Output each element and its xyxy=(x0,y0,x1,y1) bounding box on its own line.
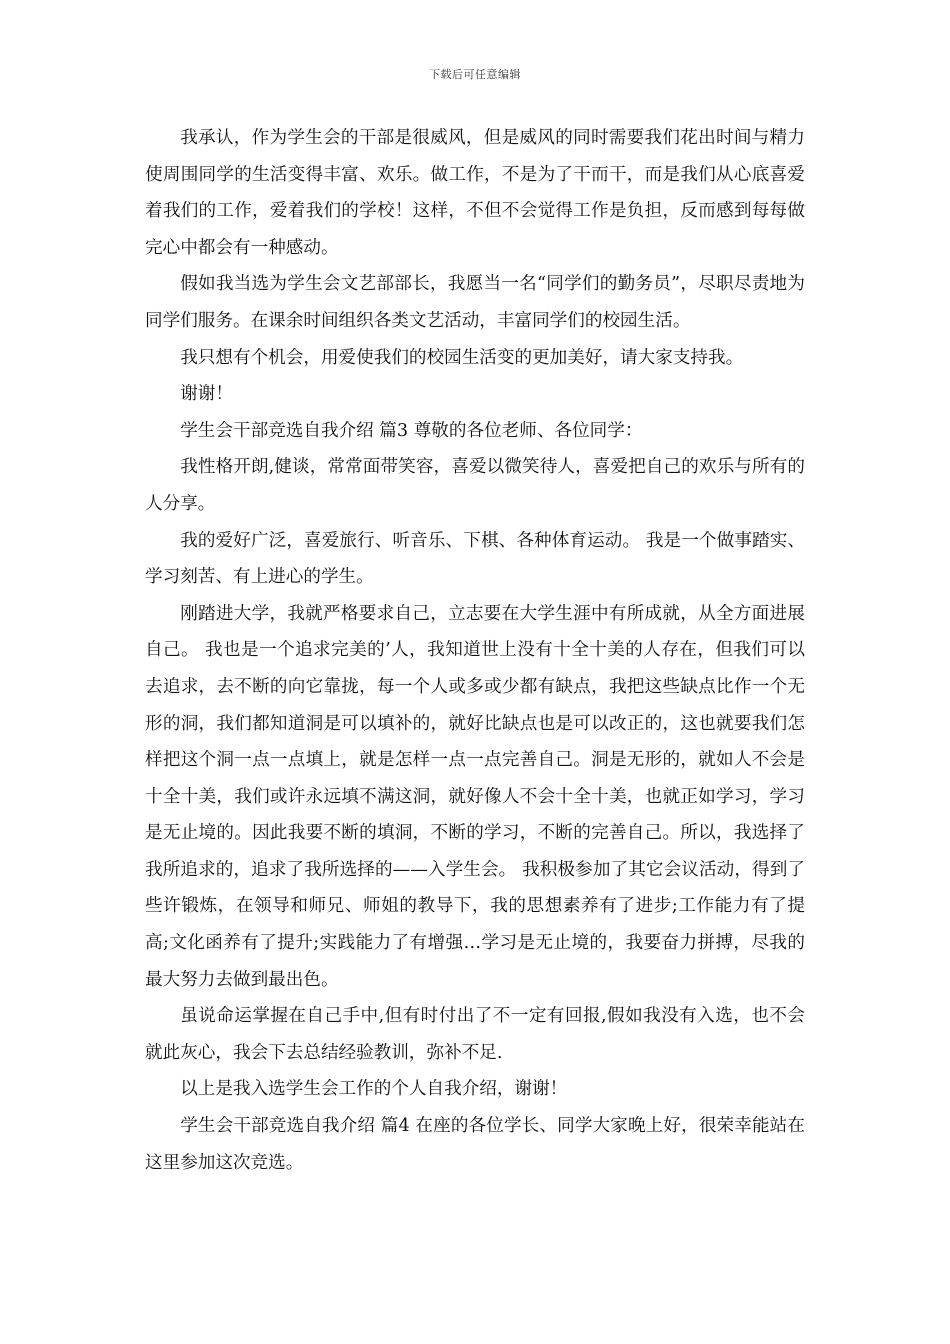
paragraph: 刚踏进大学，我就严格要求自己，立志要在大学生涯中有所成就，从全方面进展自己。 我也是一个追求完美的’人，我知道世上没有十全十美的人存在，但我们可以去追求，去不断的向它靠拢，每一个人或多或少都有缺点，我把这些缺点比作一个无形的洞，我们都知道洞是可以填补的，就好比缺点也是可以改正的，这也就要我们怎样把这个洞一点一点填上，就是怎样一点一点完善自己。洞是无形的，就如人不会是十全十美，我们或许永远填不满这洞，就好像人不会十全十美，也就正如学习，学习是无止境的。因此我要不断的填洞，不断的学习，不断的完善自己。所以，我选择了我所追求的，追求了我所选择的——入学生会。 我积极参加了其它会议活动，得到了些许锻炼，在领导和师兄、师姐的教导下，我的思想素养有了进步;工作能力有了提高;文化函养有了提升;实践能力了有增强…学习是无止境的，我要奋力拼搏，尽我的最大努力去做到最出色。 xyxy=(145,603,805,990)
header-note: 下载后可任意编辑 xyxy=(429,68,521,81)
paragraph: 我的爱好广泛，喜爱旅行、听音乐、下棋、各种体育运动。 我是一个做事踏实、学习刻苦、有上进心的学生。 xyxy=(145,530,805,588)
paragraph: 虽说命运掌握在自己手中,但有时付出了不一定有回报,假如我没有入选，也不会就此灰心，我会下去总结经验教训，弥补不足. xyxy=(145,1006,805,1063)
paragraph: 我性格开朗,健谈，常常面带笑容，喜爱以微笑待人，喜爱把自己的欢乐与所有的人分享。 xyxy=(145,457,805,514)
paragraph: 以上是我入选学生会工作的个人自我介绍，谢谢！ xyxy=(180,1079,568,1100)
section-heading-paragraph: 学生会干部竞选自我介绍 篇3 尊敬的各位老师、各位同学： xyxy=(180,420,643,441)
paragraph: 我只想有个机会，用爱使我们的校园生活变的更加美好，请大家支持我。 xyxy=(180,347,744,368)
paragraph: 假如我当选为学生会文艺部部长，我愿当一名“同学们的勤务员”，尽职尽责地为同学们服务。在课余时间组织各类文艺活动，丰富同学们的校园生活。 xyxy=(145,274,805,331)
section-heading-paragraph: 学生会干部竞选自我介绍 篇4 在座的各位学长、同学大家晚上好，很荣幸能站在这里参加这次竞选。 xyxy=(145,1116,805,1173)
document-body xyxy=(145,120,805,1181)
paragraph: 谢谢！ xyxy=(180,384,233,405)
paragraph: 我承认，作为学生会的干部是很威风，但是威风的同时需要我们花出时间与精力使周围同学的生活变得丰富、欢乐。做工作，不是为了干而干，而是我们从心底喜爱着我们的工作，爱着我们的学校！这样，不但不会觉得工作是负担，反而感到每每做完心中都会有一种感动。 xyxy=(145,128,805,258)
